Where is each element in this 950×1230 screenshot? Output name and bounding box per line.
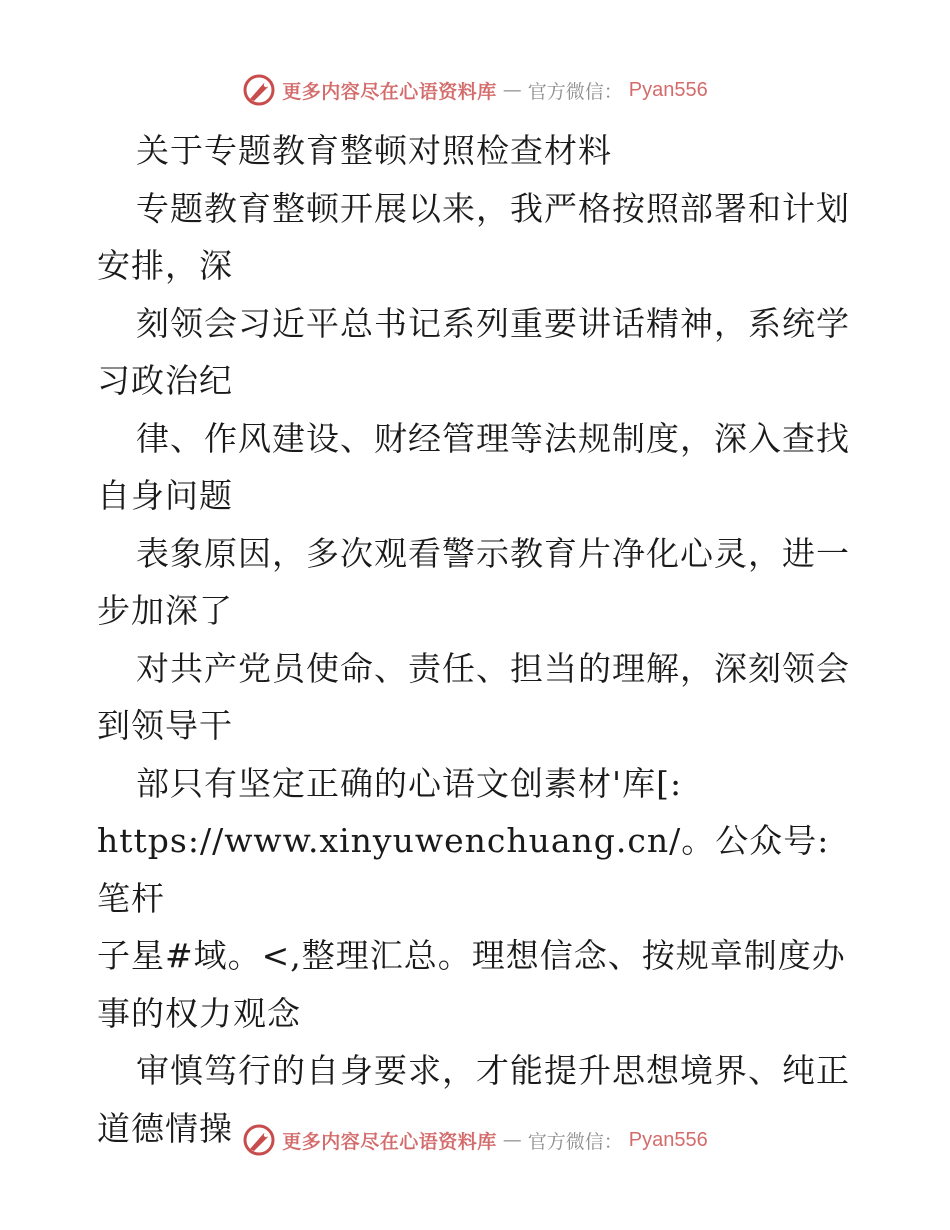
header-banner	[0, 70, 950, 110]
document-line: 审慎笃行的自身要求，才能提升思想境界、纯正	[136, 1051, 850, 1090]
document-line: 到领导干	[97, 706, 233, 745]
document-line: 表象原因，多次观看警示教育片净化心灵，进一	[136, 533, 850, 573]
document-line: 步加深了	[97, 591, 233, 630]
footer-wechat-label: 官方微信：	[527, 1130, 623, 1153]
document-line: 自身问题	[97, 476, 233, 515]
document-line: 律、作风建设、财经管理等法规制度，深入查找	[136, 418, 850, 458]
header-site-name: 更多内容尽在心语资料库	[282, 80, 497, 103]
header-wechat-label: 官方微信：	[527, 80, 623, 103]
document-line: https://www.xinyuwenchuang.cn/。公众号: 笔杆	[97, 821, 830, 918]
document-line: 部只有坚定正确的心语文创素材'库[:	[136, 763, 683, 803]
document-text	[97, 180, 857, 1158]
document-line: 对共产党员使命、责任、担当的理解，深刻领会	[136, 648, 850, 688]
footer-dash: —	[502, 1129, 522, 1151]
document-line: 子星#域。<,整理汇总。理想信念、按规章制度办	[97, 936, 846, 975]
footer-site-name: 更多内容尽在心语资料库	[282, 1130, 497, 1153]
pen-nib-logo-icon	[242, 73, 276, 107]
document-line: 专题教育整顿开展以来，我严格按照部署和计划	[136, 188, 850, 228]
document-line: 安排，深	[97, 246, 233, 285]
document-line: 道德情操	[97, 1108, 233, 1148]
document-line: 刻领会习近平总书记系列重要讲话精神，系统学	[136, 303, 850, 343]
document-body	[97, 122, 857, 1157]
document-line: 习政治纪	[97, 361, 233, 400]
header-dash: —	[502, 79, 522, 101]
footer-banner	[0, 1120, 950, 1160]
footer-wechat-id: Pyan556	[628, 1128, 708, 1151]
pen-nib-logo-icon	[242, 1123, 276, 1157]
document-title: 关于专题教育整顿对照检查材料	[136, 131, 612, 170]
document-line: 事的权力观念	[97, 993, 301, 1033]
header-wechat-id: Pyan556	[628, 78, 708, 101]
